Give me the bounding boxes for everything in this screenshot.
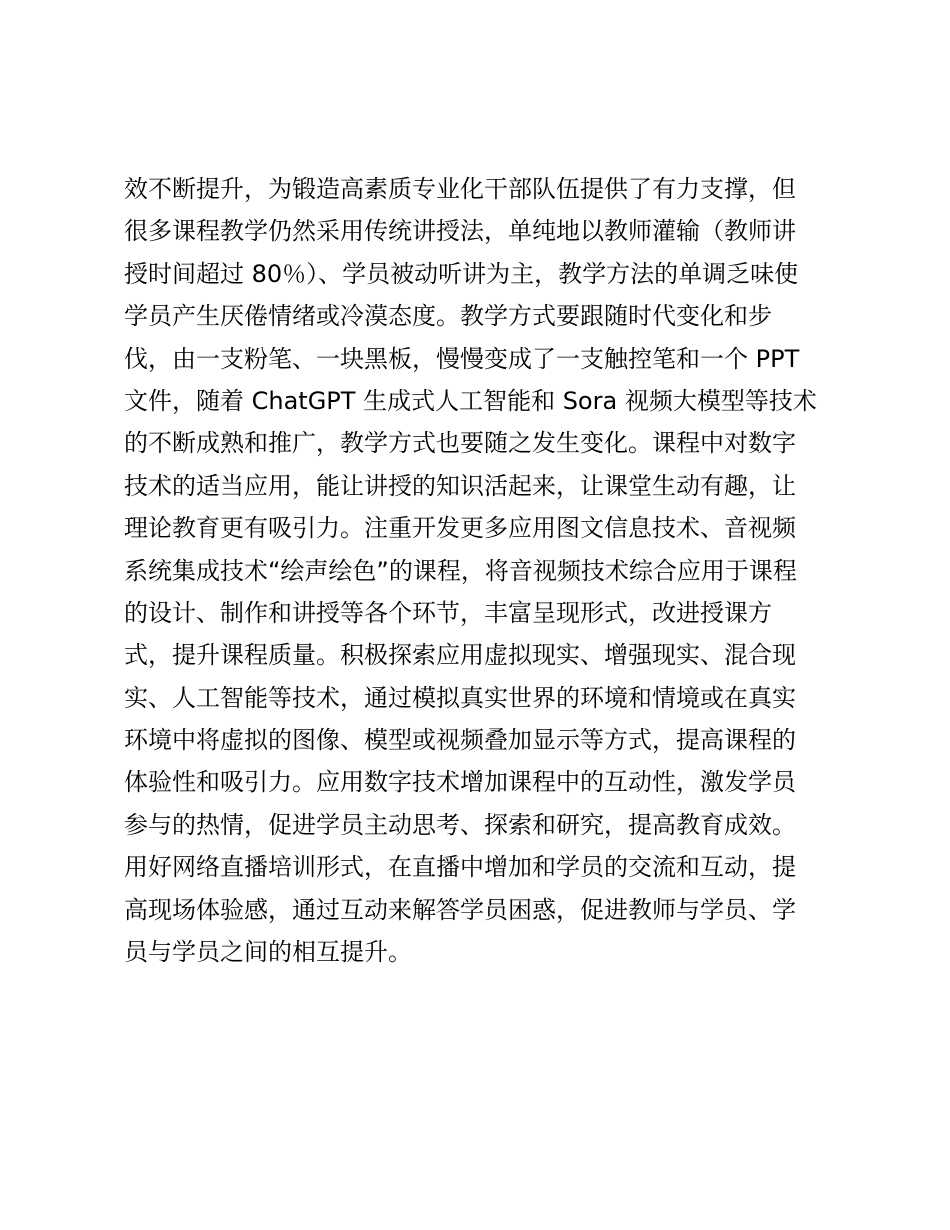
text-line: 理论教育更有吸引力。注重开发更多应用图文信息技术、音视频 <box>124 514 796 543</box>
text-line: 效不断提升，为锻造高素质专业化干部队伍提供了有力支撑，但 <box>124 175 796 203</box>
text-line: 授时间超过 80％）、学员被动听讲为主，教学方法的单调乏味使 <box>124 259 799 288</box>
text-line: 高现场体验感，通过互动来解答学员困惑，促进教师与学员、学 <box>124 895 796 924</box>
text-line: 环境中将虚拟的图像、模型或视频叠加显示等方式，提高课程的 <box>124 726 796 755</box>
text-line: 文件，随着 ChatGPT 生成式人工智能和 Sora 视频大模型等技术 <box>124 386 817 415</box>
text-line: 的不断成熟和推广，教学方式也要随之发生变化。课程中对数字 <box>124 429 796 458</box>
text-line: 的设计、制作和讲授等各个环节，丰富呈现形式，改进授课方 <box>124 598 772 627</box>
text-line: 员与学员之间的相互提升。 <box>124 938 412 967</box>
text-line: 体验性和吸引力。应用数字技术增加课程中的互动性，激发学员 <box>124 768 796 797</box>
text-line: 系统集成技术“绘声绘色”的课程，将音视频技术综合应用于课程 <box>124 556 797 585</box>
text-line: 学员产生厌倦情绪或冷漠态度。教学方式要跟随时代变化和步 <box>124 302 772 331</box>
body-paragraph <box>124 168 844 973</box>
text-line: 参与的热情，促进学员主动思考、探索和研究，提高教育成效。 <box>124 810 796 839</box>
text-line: 技术的适当应用，能让讲授的知识活起来，让课堂生动有趣，让 <box>124 471 796 500</box>
text-line: 用好网络直播培训形式，在直播中增加和学员的交流和互动，提 <box>124 853 796 882</box>
text-line: 实、人工智能等技术，通过模拟真实世界的环境和情境或在真实 <box>124 683 796 712</box>
text-line: 很多课程教学仍然采用传统讲授法，单纯地以教师灌输（教师讲 <box>124 217 796 246</box>
text-line: 式，提升课程质量。积极探索应用虚拟现实、增强现实、混合现 <box>124 641 796 670</box>
text-line: 伐，由一支粉笔、一块黑板，慢慢变成了一支触控笔和一个 PPT <box>124 344 800 373</box>
